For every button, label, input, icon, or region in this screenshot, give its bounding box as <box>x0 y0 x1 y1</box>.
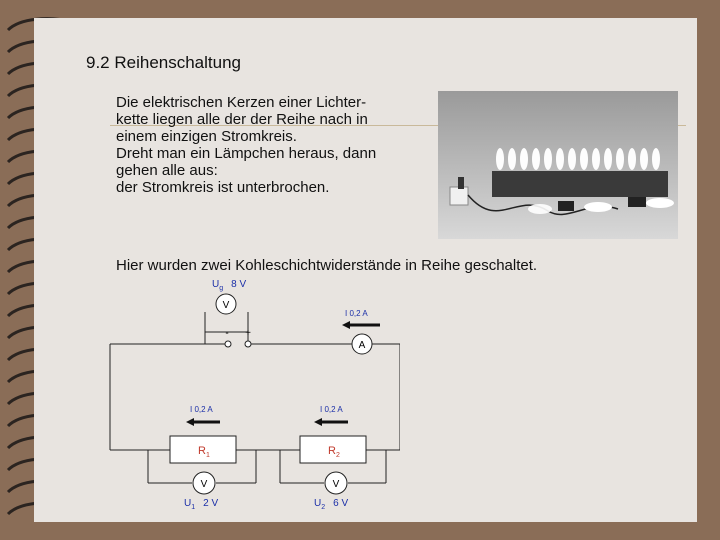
u2-label: $U_2$ 6 V <box>314 498 349 511</box>
resistor-r1-label: $R_1$ <box>198 445 210 459</box>
voltmeter-r1-symbol: V <box>200 479 208 490</box>
terminal-plus <box>245 341 251 347</box>
resistor-r2-label: $R_2$ <box>328 445 340 459</box>
current-label-r2: I 0,2 A <box>320 405 343 414</box>
u1-label: $U_1$ 2 V <box>184 498 219 511</box>
source-voltmeter-symbol: V <box>222 300 230 311</box>
candle-bulb <box>568 148 576 170</box>
light-chain-photo <box>438 91 678 239</box>
candle-bulb <box>592 148 600 170</box>
current-label-r1: I 0,2 A <box>190 405 213 414</box>
candle-bulb <box>544 148 552 170</box>
paragraph-line: gehen alle aus: <box>116 162 218 179</box>
candle-bulb <box>508 148 516 170</box>
description-paragraph <box>116 94 416 196</box>
paragraph-line: kette liegen alle der der Reihe nach in <box>116 111 368 128</box>
series-circuit-diagram <box>100 272 400 516</box>
candle-bulb <box>556 148 564 170</box>
candle-bulb <box>580 148 588 170</box>
candle-bulb <box>496 148 504 170</box>
ammeter-symbol: A <box>358 340 366 351</box>
paragraph-line: einem einzigen Stromkreis. <box>116 128 297 145</box>
candle-bulb <box>532 148 540 170</box>
paragraph-line: der Stromkreis ist unterbrochen. <box>116 179 330 196</box>
slide-title: 9.2 Reihenschaltung <box>86 53 242 72</box>
voltmeter-r2-symbol: V <box>332 479 340 490</box>
terminal-minus <box>225 341 231 347</box>
candle-bulb <box>604 148 612 170</box>
minus-sign: - <box>225 328 229 339</box>
source-voltage-label: $U_g$ 8 V <box>212 279 247 292</box>
candle-bulb <box>652 148 660 170</box>
candle-bulb <box>640 148 648 170</box>
plus-sign: + <box>245 328 251 339</box>
paragraph-line: Dreht man ein Lämpchen heraus, dann <box>116 145 377 162</box>
circuit-caption: Hier wurden zwei Kohleschichtwiderstände in Reihe geschaltet. <box>116 257 538 274</box>
candle-bulb <box>520 148 528 170</box>
candle-bulb <box>616 148 624 170</box>
paragraph-line: Die elektrischen Kerzen einer Lichter- <box>116 94 367 111</box>
candle-bulb <box>628 148 636 170</box>
current-label-top: I 0,2 A <box>345 309 368 318</box>
